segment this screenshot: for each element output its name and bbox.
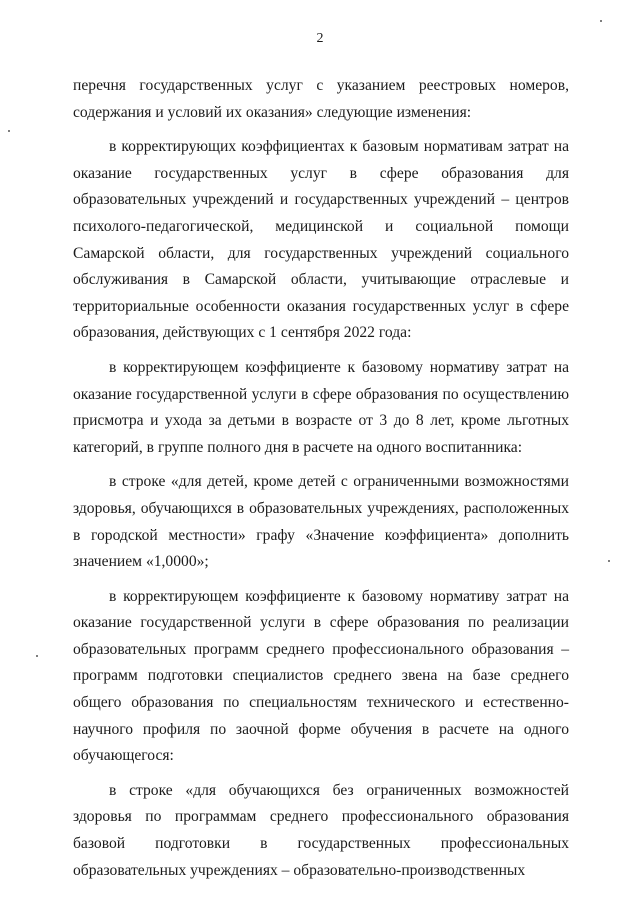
paragraph-continuation: перечня государственных услуг с указанием реестровых номеров, содержания и условий их оказания» следующие изменения: [73, 77, 569, 121]
scan-speck [608, 560, 610, 562]
paragraph-vocational-row-amendment: в строке «для обучающихся без ограниченных возможностей здоровья по программам среднего профессионального образования базовой подготовки в государственных профессиональных образовательных учреждениях – образовательно-производственных [73, 781, 569, 879]
paragraph-childcare-coefficient: в корректирующем коэффициенте к базовому нормативу затрат на оказание государственной услуги в сфере образования по осуществлению присмотра и ухода за детьми в возрасте от 3 до 8 лет, кроме льготных категорий, в группе полного дня в расчете на одного воспитанника: [73, 358, 569, 456]
page-number: 2 [316, 31, 324, 46]
scan-speck [36, 655, 38, 657]
scan-speck [600, 20, 602, 22]
paragraph-vocational-coefficient: в корректирующем коэффициенте к базовому нормативу затрат на оказание государственной услуги в сфере образования по реализации образовательных программ среднего профессионального образования – программ подготовки специалистов среднего звена на базе среднего общего образования по специальностям технического и естественно-научного профиля по заочной форме обучения в расчете на одного обучающегося: [73, 587, 569, 765]
document-body [73, 73, 569, 892]
paragraph-coefficients-intro: в корректирующих коэффициентах к базовым нормативам затрат на оказание государственных услуг в сфере образования для образовательных учреждений и государственных учреждений – центров психолого-педагогической, медицинской и социальной помощи Самарской области, для государственных учреждений социального обслуживания в Самарской области, учитывающие отраслевые и территориальные особенности оказания государственных услуг в сфере образования, действующих с 1 сентября 2022 года: [73, 138, 569, 342]
scan-speck [8, 130, 10, 132]
paragraph-childcare-row-amendment: в строке «для детей, кроме детей с ограниченными возможностями здоровья, обучающихся в образовательных учреждениях, расположенных в городской местности» графу «Значение коэффициента» дополнить значением «1,0000»; [73, 473, 569, 571]
